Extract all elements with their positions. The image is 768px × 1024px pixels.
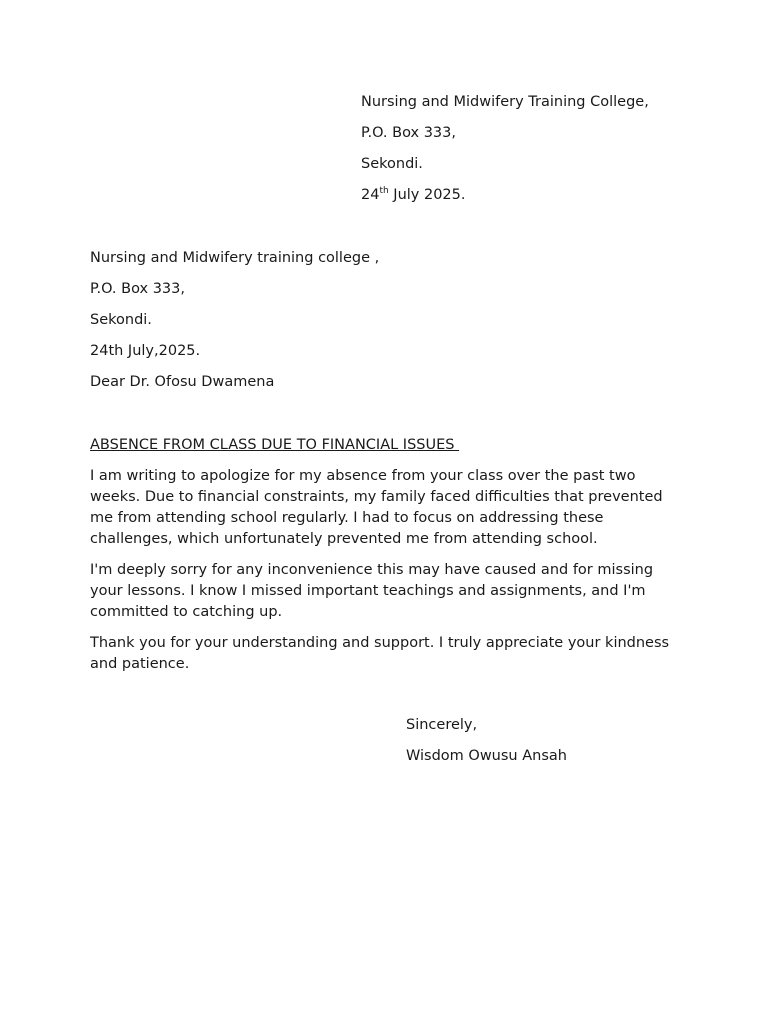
signature-name: Wisdom Owusu Ansah: [406, 748, 567, 764]
sender-institution: Nursing and Midwifery Training College,: [361, 94, 649, 110]
salutation: Dear Dr. Ofosu Dwamena: [90, 374, 275, 390]
letter-body: [90, 466, 690, 685]
recipient-po-box: P.O. Box 333,: [90, 281, 185, 297]
letter-closing: [406, 715, 746, 777]
body-paragraph-3: Thank you for your understanding and support. I truly appreciate your kindness and patience.: [90, 635, 670, 672]
sender-date-rest: July 2025.: [388, 187, 466, 203]
sender-date: [361, 185, 751, 205]
body-paragraph-1: I am writing to apologize for my absence from your class over the past two weeks. Due to financial constraints, my family faced difficulties that prevented me from attending school regularly. I had to focus on addressing these challenges, which unfortunately prevented me from attending school.: [90, 468, 663, 547]
recipient-date: 24th July,2025.: [90, 343, 201, 359]
recipient-address: [90, 248, 690, 403]
subject-line: ABSENCE FROM CLASS DUE TO FINANCIAL ISSUES: [90, 437, 460, 453]
sender-date-day: 24: [361, 187, 380, 203]
sender-address: [361, 92, 751, 216]
sender-date-suffix: th: [379, 186, 389, 196]
recipient-city: Sekondi.: [90, 312, 152, 328]
sender-city: Sekondi.: [361, 156, 423, 172]
recipient-institution: Nursing and Midwifery training college ,: [90, 250, 380, 266]
sender-po-box: P.O. Box 333,: [361, 125, 456, 141]
body-paragraph-2: I'm deeply sorry for any inconvenience this may have caused and for missing your lessons. I know I missed important teachings and assignments, and I'm committed to catching up.: [90, 562, 654, 620]
valediction: Sincerely,: [406, 717, 478, 733]
